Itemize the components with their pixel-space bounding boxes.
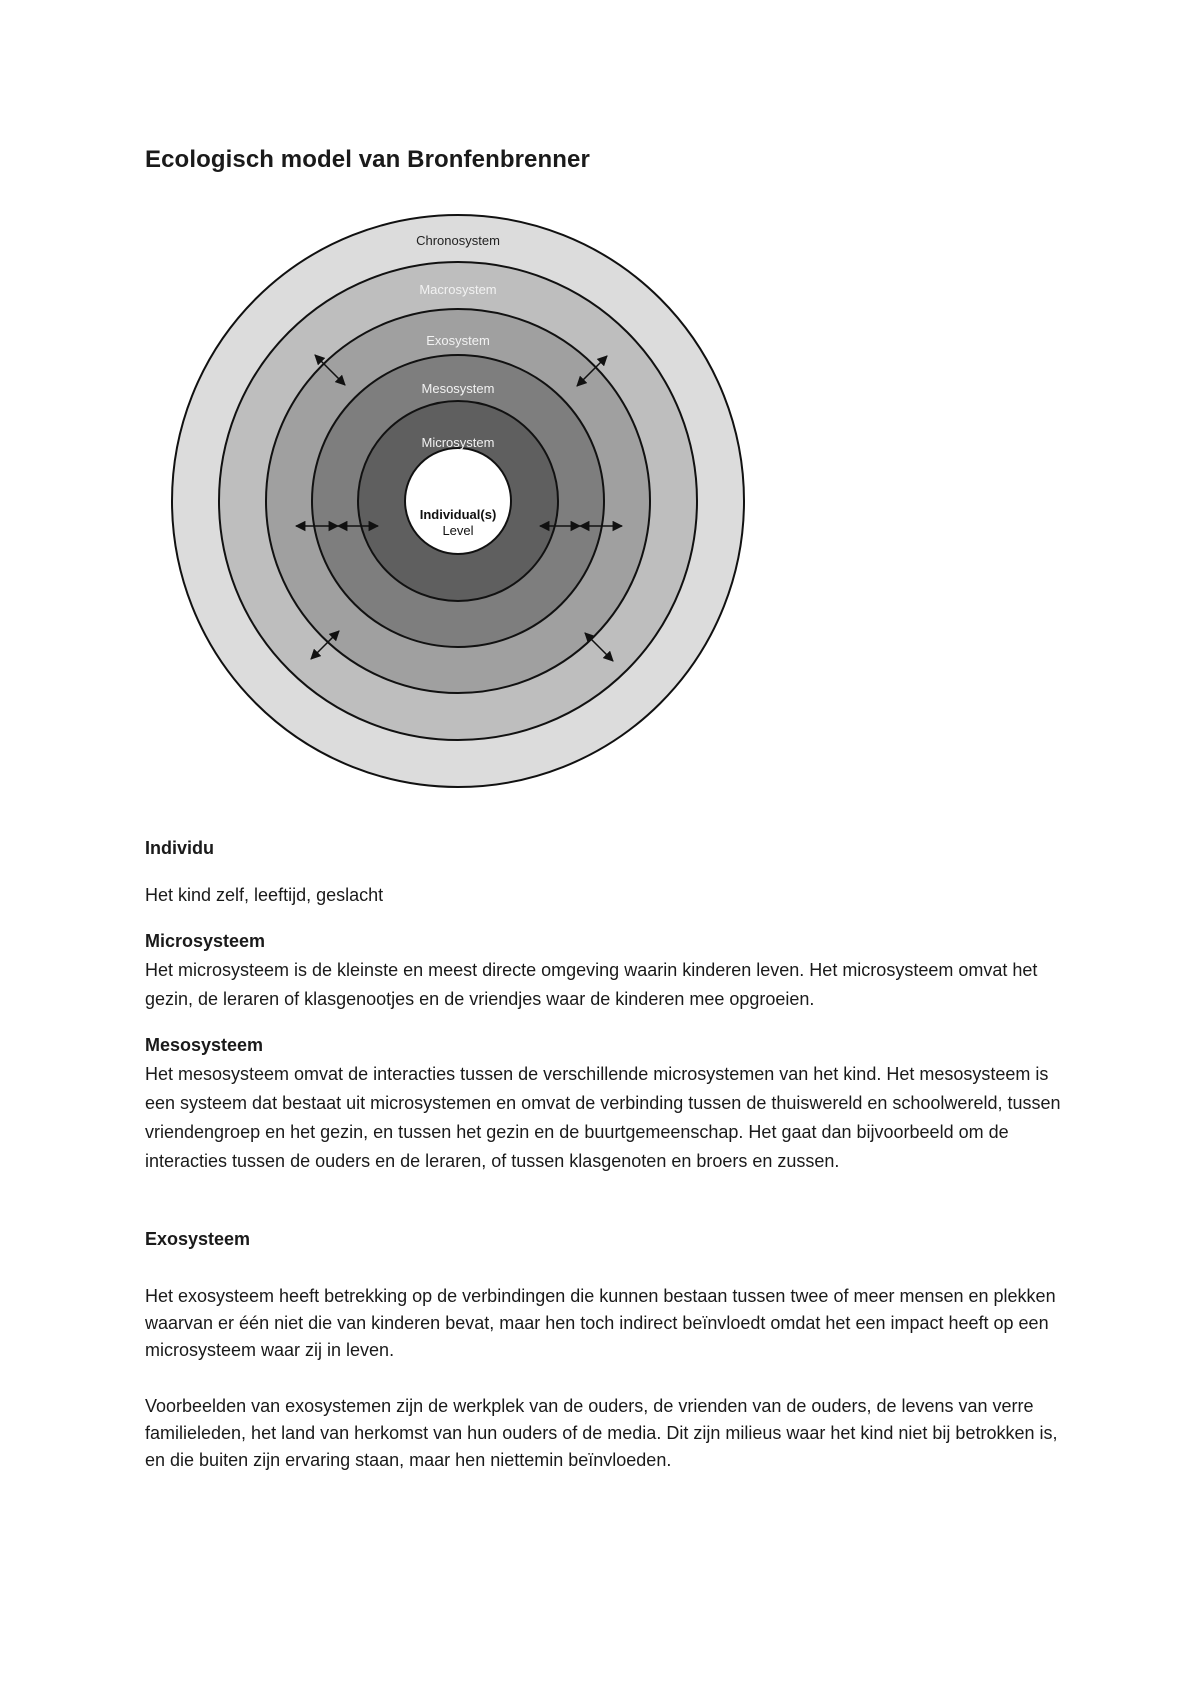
ecological-model-diagram bbox=[170, 213, 746, 789]
heading-mesosysteem: Mesosysteem bbox=[145, 1035, 264, 1055]
text-exosysteem-2: Voorbeelden van exosystemen zijn de werkplek van de ouders, de vrienden van de ouders, de levens van verre familieleden, het land van herkomst van hun ouders of de media. Dit zijn milieus waar het kind niet bij betrokken is, en die buiten zijn ervaring staan, maar hen niettemin beïnvloeden. bbox=[145, 1396, 1058, 1470]
text-mesosysteem: Het mesosysteem omvat de interacties tussen de verschillende microsystemen van het kind. Het mesosysteem is een systeem dat bestaat uit microsystemen en omvat de verbinding tussen de thuiswereld en schoolwereld, tussen vriendengroep en het gezin, en tussen het gezin en de buurtgemeenschap. Het gaat dan bijvoorbeeld om de interacties tussen de ouders en de leraren, of tussen klasgenoten en broers en zussen. bbox=[145, 1064, 1061, 1171]
text-microsysteem: Het microsysteem is de kleinste en meest directe omgeving waarin kinderen leven. Het microsysteem omvat het gezin, de leraren of klasgenootjes en de vriendjes waar de kinderen mee opgroeien. bbox=[145, 960, 1038, 1009]
exosystem-label: Exosystem bbox=[426, 333, 490, 348]
heading-exosysteem: Exosysteem bbox=[145, 1229, 251, 1249]
section-exosysteem-examples bbox=[145, 1393, 1065, 1474]
section-individu bbox=[145, 834, 1065, 863]
text-exosysteem-1: Het exosysteem heeft betrekking op de verbindingen die kunnen bestaan tussen twee of meer mensen en plekken waarvan er één niet die van kinderen bevat, maar hen toch indirect beïnvloedt omdat het een impact heeft op een microsysteem waar zij in leven. bbox=[145, 1286, 1056, 1360]
chronosystem-label: Chronosystem bbox=[416, 233, 500, 248]
section-individu-body bbox=[145, 881, 1065, 910]
level-label: Level bbox=[442, 523, 474, 538]
individual-center bbox=[405, 448, 511, 554]
macrosystem-label: Macrosystem bbox=[419, 282, 497, 297]
section-mesosysteem bbox=[145, 1031, 1065, 1176]
heading-microsysteem: Microsysteem bbox=[145, 931, 266, 951]
section-microsysteem bbox=[145, 927, 1065, 1014]
heading-individu: Individu bbox=[145, 838, 214, 858]
page-title: Ecologisch model van Bronfenbrenner bbox=[145, 146, 590, 173]
mesosystem-label: Mesosystem bbox=[421, 381, 495, 396]
section-exosysteem bbox=[145, 1225, 1065, 1254]
individual-label: Individual(s) bbox=[419, 507, 497, 522]
microsystem-label: Microsystem bbox=[421, 435, 495, 450]
section-exosysteem-body bbox=[145, 1283, 1065, 1364]
text-individu: Het kind zelf, leeftijd, geslacht bbox=[145, 885, 384, 905]
